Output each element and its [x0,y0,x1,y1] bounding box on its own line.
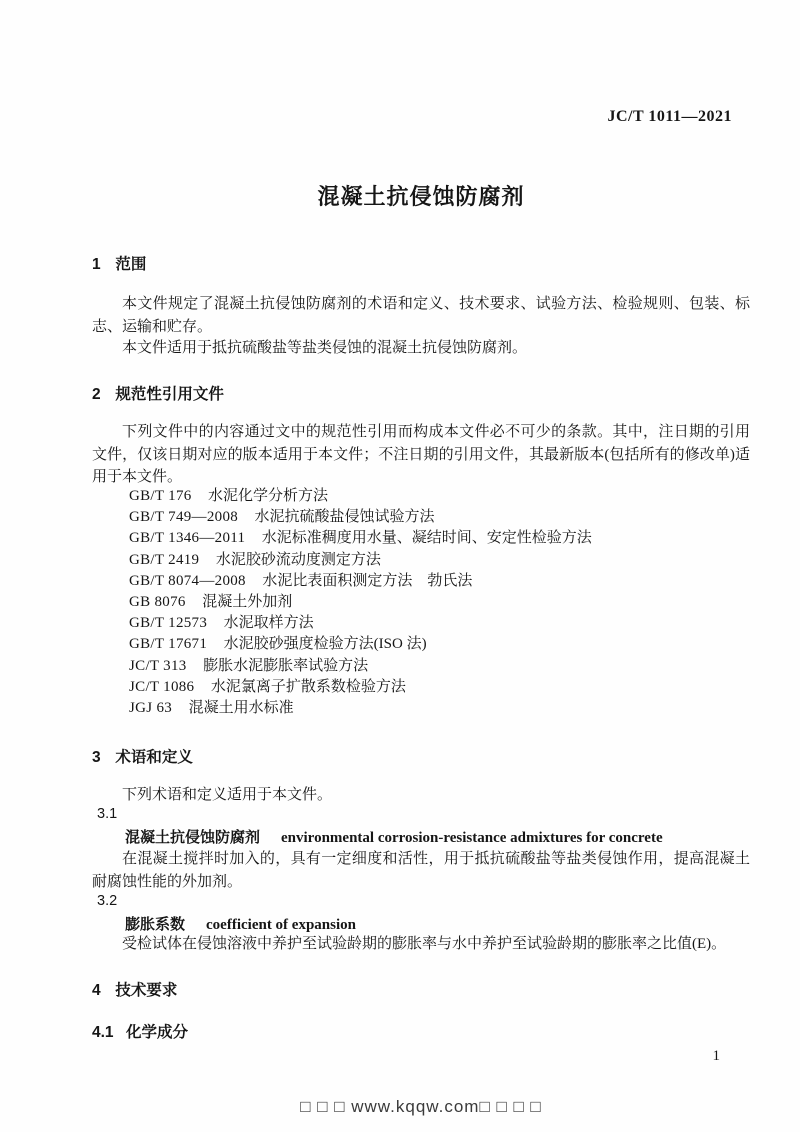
reference-item [92,571,750,592]
term-name-en: environmental corrosion-resistance admixtures for concrete [281,830,663,846]
section-title: 术语和定义 [115,749,193,766]
reference-code: GB/T 12573 [129,615,208,632]
subsection-number: 4.1 [92,1024,114,1041]
reference-title: 水泥比表面积测定方法 勃氏法 [262,572,473,589]
reference-title: 混凝土外加剂 [202,594,293,611]
reference-item [92,528,750,549]
reference-item [92,613,750,634]
footer-watermark: □ □ □ www.kqqw.com□ □ □ □ [300,1097,542,1116]
reference-title: 水泥胶砂流动度测定方法 [215,551,381,568]
scope-paragraph-1: 本文件规定了混凝土抗侵蚀防腐剂的术语和定义、技术要求、试验方法、检验规则、包装、标志、运输和贮存。 [92,296,750,335]
term-name-zh: 混凝土抗侵蚀防腐剂 [125,829,261,846]
section-number: 3 [92,749,101,766]
reference-item [92,592,750,613]
term-definition: 受检试体在侵蚀溶液中养护至试验龄期的膨胀率与水中养护至试验龄期的膨胀率之比值(E)。 [122,936,727,952]
reference-item [92,634,750,655]
terms-intro: 下列术语和定义适用于本文件。 [122,787,333,803]
section-heading-normative-references [92,382,750,404]
reference-title: 水泥取样方法 [223,615,314,632]
reference-code: GB/T 749—2008 [129,509,239,526]
reference-code: GB/T 17671 [129,636,208,653]
section-number: 4 [92,982,101,999]
reference-code: GB/T 2419 [129,551,200,568]
term-number: 3.2 [97,893,118,909]
reference-item [92,656,750,677]
reference-title: 水泥标准稠度用水量、凝结时间、安定性检验方法 [261,530,592,547]
reference-list [92,486,750,719]
reference-title: 混凝土用水标准 [188,700,294,717]
reference-item [92,486,750,507]
reference-title: 水泥氯离子扩散系数检验方法 [210,678,406,695]
term-name-zh: 膨胀系数 [125,916,186,933]
reference-title: 水泥胶砂强度检验方法(ISO 法) [223,636,427,653]
term-entry [92,913,750,934]
term-name-en: coefficient of expansion [206,917,356,933]
section-title: 规范性引用文件 [115,386,224,403]
section-number: 1 [92,256,101,273]
term-definition: 在混凝土搅拌时加入的，具有一定细度和活性，用于抵抗硫酸盐等盐类侵蚀作用，提高混凝土耐腐蚀性能的外加剂。 [92,851,750,890]
reference-code: JC/T 313 [129,657,187,674]
reference-code: GB/T 8074—2008 [129,572,246,589]
section-heading-terms [92,745,750,767]
reference-code: JGJ 63 [129,700,173,717]
reference-title: 水泥抗硫酸盐侵蚀试验方法 [254,509,435,526]
normative-references-intro: 下列文件中的内容通过文中的规范性引用而构成本文件必不可少的条款。其中，注日期的引用文件，仅该日期对应的版本适用于本文件；不注日期的引用文件，其最新版本(包括所有的修改单)适用于本文件。 [92,424,750,485]
reference-code: GB/T 1346—2011 [129,530,246,547]
section-title: 范围 [115,256,147,273]
subsection-title: 化学成分 [125,1024,188,1041]
reference-title: 膨胀水泥膨胀率试验方法 [203,657,369,674]
term-entry [92,826,750,847]
section-number: 2 [92,386,101,403]
reference-code: GB/T 176 [129,488,192,504]
section-heading-scope [92,252,750,274]
reference-item [92,677,750,698]
page-title: 混凝土抗侵蚀防腐剂 [317,184,525,209]
section-heading-technical-requirements [92,978,750,1000]
term-number: 3.1 [97,806,118,822]
reference-item [92,507,750,528]
reference-title: 水泥化学分析方法 [208,488,329,504]
reference-item [92,550,750,571]
reference-code: JC/T 1086 [129,678,195,695]
scope-paragraph-2: 本文件适用于抵抗硫酸盐等盐类侵蚀的混凝土抗侵蚀防腐剂。 [122,340,528,356]
reference-item [92,698,750,719]
doc-code: JC/T 1011—2021 [607,108,732,125]
subsection-heading-chemical-composition [92,1020,750,1042]
page-number: 1 [712,1048,720,1064]
section-title: 技术要求 [115,982,178,999]
reference-code: GB 8076 [129,594,186,611]
